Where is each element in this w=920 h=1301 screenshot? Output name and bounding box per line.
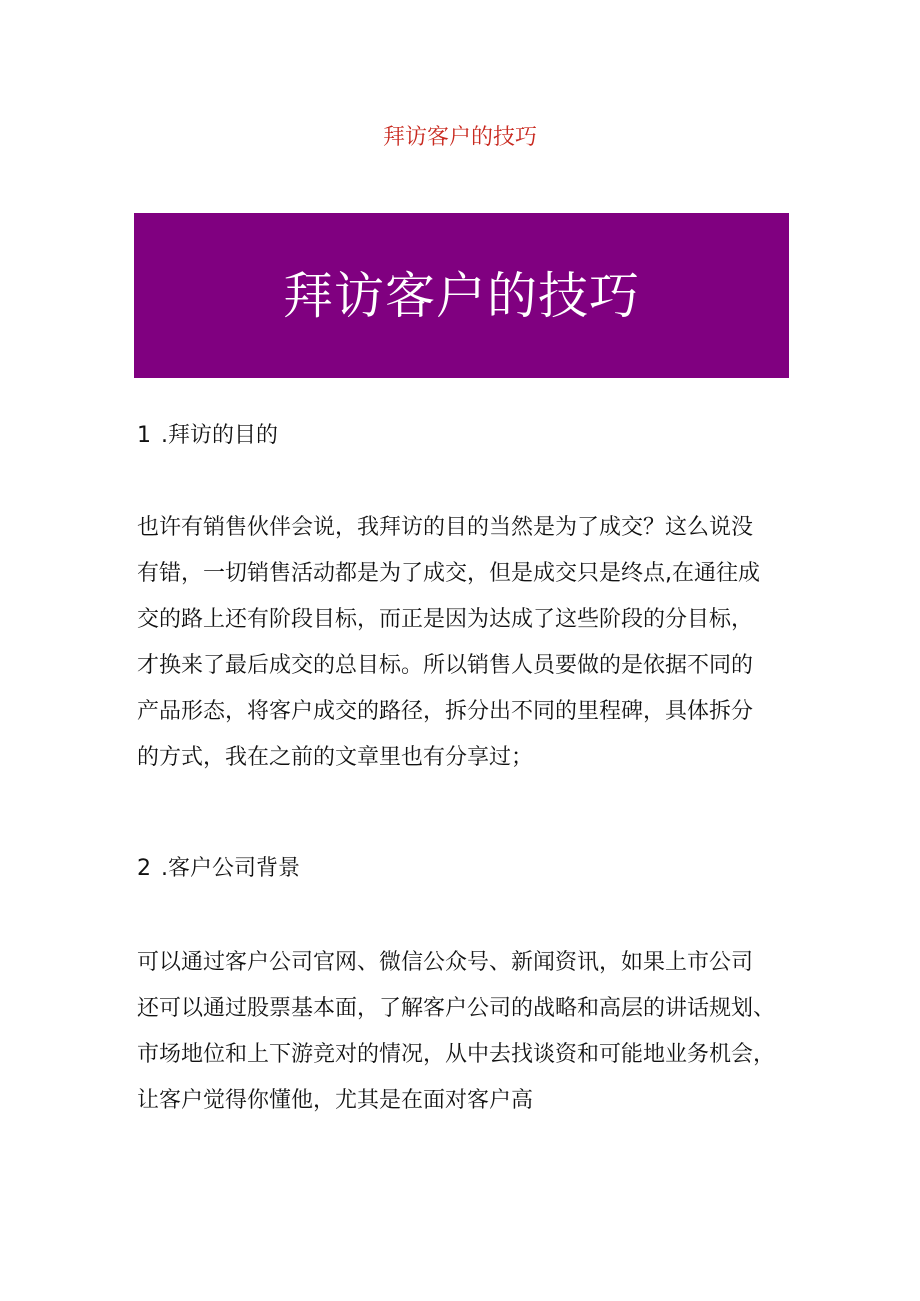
section-heading-text: .拜访的目的 [161,423,278,448]
paragraph-line: 市场地位和上下游竞对的情况，从中去找谈资和可能地业务机会， [137,1042,776,1067]
section-heading-text: .客户公司背景 [161,856,300,881]
paragraph-line: 也许有销售伙伴会说，我拜访的目的当然是为了成交？这么说没 [137,515,754,540]
section-paragraph-2 [137,940,807,1124]
section-number: 1 [137,423,151,448]
header-title: 拜访客户的技巧 [382,125,537,150]
paragraph-line: 让客户觉得你懂他，尤其是在面对客户高 [137,1088,534,1113]
banner-title: 拜访客户的技巧 [283,266,640,325]
section-number: 2 [137,856,151,881]
paragraph-line: 还可以通过股票基本面，了解客户公司的战略和高层的讲话规划、 [137,996,776,1021]
title-banner [134,213,789,378]
paragraph-line: 产品形态，将客户成交的路径，拆分出不同的里程碑，具体拆分 [137,699,754,724]
paragraph-line: 才换来了最后成交的总目标。所以销售人员要做的是依据不同的 [137,653,754,678]
section-paragraph-1 [137,505,807,781]
paragraph-line: 可以通过客户公司官网、微信公众号、新闻资讯，如果上市公司 [137,950,754,975]
paragraph-line: 交的路上还有阶段目标，而正是因为达成了这些阶段的分目标， [137,607,754,632]
section-heading-2 [137,853,300,885]
paragraph-line: 的方式，我在之前的文章里也有分享过； [137,745,534,770]
section-heading-1 [137,420,278,452]
paragraph-line: 有错，一切销售活动都是为了成交，但是成交只是终点,在通往成 [137,561,760,586]
